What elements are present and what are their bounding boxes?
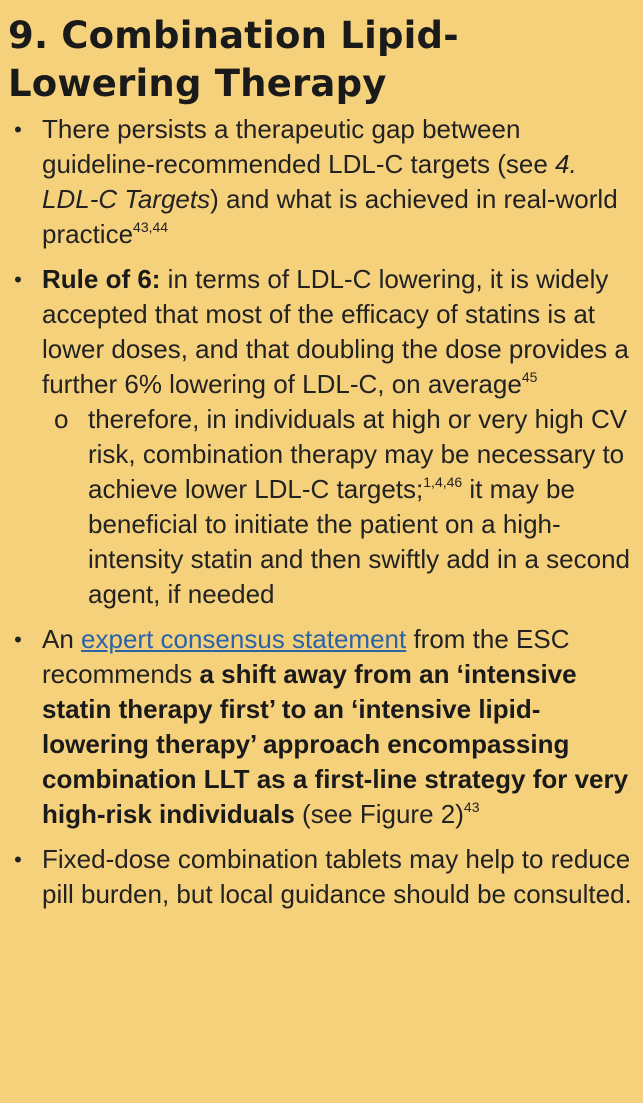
bullet-dot: • bbox=[14, 847, 22, 872]
bullet-text: An bbox=[42, 624, 82, 654]
bullet-text: Fixed-dose combination tablets may help to reduce pill burden, but local guidance should be consulted. bbox=[42, 844, 632, 909]
sub-bullet-combination bbox=[42, 402, 635, 612]
bullet-list bbox=[8, 112, 635, 912]
bullet-dot: • bbox=[14, 117, 22, 142]
section-title: 9. Combination Lipid-Lowering Therapy bbox=[8, 14, 459, 105]
citation: 43 bbox=[463, 799, 480, 815]
bullet-therapeutic-gap bbox=[8, 112, 635, 252]
bullet-text: (see Figure 2) bbox=[294, 799, 464, 829]
bullet-rule-of-6 bbox=[8, 262, 635, 612]
bullet-esc-consensus bbox=[8, 622, 635, 832]
sub-bullet-marker: o bbox=[54, 404, 69, 434]
expert-consensus-link[interactable]: expert consensus statement bbox=[81, 624, 407, 654]
citation: 43,44 bbox=[133, 219, 169, 235]
bullet-text: from the ESC recommends bbox=[42, 624, 570, 689]
bullet-text: There persists a therapeutic gap between guideline-recommended LDL-C targets (see bbox=[42, 114, 556, 179]
bullet-text: ) and what is achieved in real-world practice bbox=[42, 184, 618, 249]
citation: 45 bbox=[521, 369, 538, 385]
sub-bullet-text: therefore, in individuals at high or very high CV risk, combination therapy may be necessary to achieve lower LDL-C targets; bbox=[88, 404, 628, 504]
bullet-text: in terms of LDL-C lowering, it is widely accepted that most of the efficacy of statins is at lower doses, and that doubling the dose provides a further 6% lowering of LDL-C, on average bbox=[42, 264, 629, 399]
bullet-fixed-dose bbox=[8, 842, 635, 912]
sub-bullet-list bbox=[42, 402, 635, 612]
bullet-heading: Rule of 6: bbox=[42, 264, 161, 294]
target-reference: 4. LDL-C Targets bbox=[42, 149, 577, 214]
sub-bullet-text: it may be beneficial to initiate the patient on a high-intensity statin and then swiftly add in a second agent, if needed bbox=[88, 474, 630, 609]
citation: 1,4,46 bbox=[423, 474, 463, 490]
bullet-dot: • bbox=[14, 627, 22, 652]
bullet-dot: • bbox=[14, 267, 22, 292]
bullet-emphasis: a shift away from an ‘intensive statin therapy first’ to an ‘intensive lipid-lowering therapy’ approach encompassing combination LLT as a first-line strategy for very high-risk individuals bbox=[42, 659, 629, 829]
